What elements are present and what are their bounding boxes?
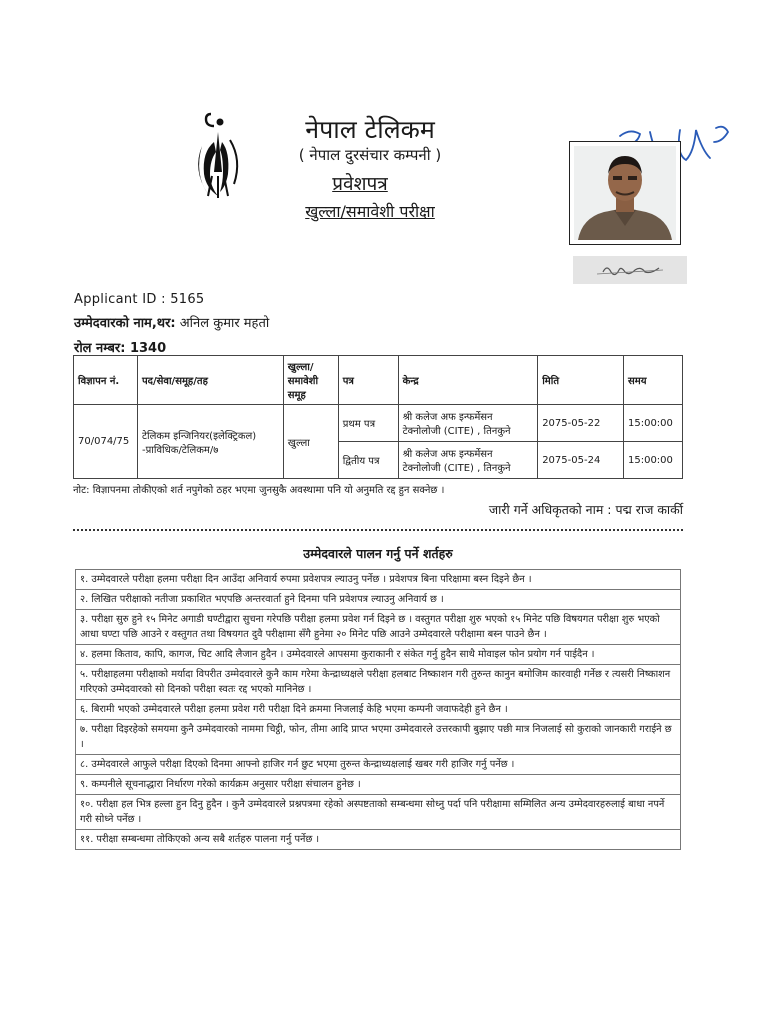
term-item: ८. उम्मेदवारले आफुले परीक्षा दिएको दिनमा आफ्नो हाजिर गर्न छुट भएमा तुरुन्त केन्द्राध्यक्षलाई खबर गरी हाजिर गर्नु पर्नेछ । [76, 755, 681, 775]
name-label: उम्मेदवारको नाम,थर: [74, 316, 176, 331]
paper-cell: द्वितीय पत्र [338, 442, 398, 479]
exam-table [73, 355, 683, 479]
position-cell: टेलिकम इन्जिनियर(इलेक्ट्रिकल) -प्राविधिक/टेलिकम/७ [137, 405, 283, 479]
advert-no-cell: 70/074/75 [74, 405, 138, 479]
center-cell: श्री कलेज अफ इन्फर्मेसन टेक्नोलोजी (CITE) , तिनकुने [398, 442, 538, 479]
group-cell: खुल्ला [283, 405, 338, 479]
time-cell: 15:00:00 [623, 405, 682, 442]
roll-label: रोल नम्बर: [74, 341, 126, 356]
note-text: नोट: विज्ञापनमा तोकीएको शर्त नपुगेको ठहर भएमा जुनसुकै अवस्थामा पनि यो अनुमति रद्द हुन सक्नेछ । [73, 485, 445, 496]
term-item: ६. बिरामी भएको उम्मेदवारले परीक्षा हलमा प्रवेश गरी परीक्षा दिने क्रममा निजलाई केहि भएमा कम्पनी जवाफदेही हुने छैन । [76, 700, 681, 720]
date-cell: 2075-05-24 [538, 442, 624, 479]
term-item: ७. परीक्षा दिइरहेको समयमा कुनै उम्मेदवारको नाममा चिट्ठी, फोन, तीमा आदि प्राप्त भएमा उम्मेदवारले उत्तरकापी बुझाए पछी मात्र निजलाई सो कुराको जानकारी गराईने छ । [76, 720, 681, 755]
signature-box [573, 256, 687, 284]
header-time: समय [623, 356, 682, 405]
term-item: १०. परीक्षा हल भित्र हल्ला हुन दिनु हुदैन । कुनै उम्मेदवारले प्रश्नपत्रमा रहेको अस्पष्टताको सम्बन्धमा सोध्नु पर्दा पनि परीक्षामा सम्मिलित अन्य उम्मेदवारहरुलाई बाधा नपर्ने गरी सोध्ने पर्नेछ । [76, 795, 681, 830]
terms-table [75, 569, 681, 850]
header-center: केन्द्र [398, 356, 538, 405]
applicant-id: Applicant ID : 5165 [74, 292, 205, 307]
term-item: ४. हलमा किताव, कापि, कागज, चिट आदि लैजान हुदैन । उम्मेदवारले आपसमा कुराकानी र संकेत गर्नु हुदैन साथै मोवाइल फोन प्रयोग गर्न पाईदैन । [76, 645, 681, 665]
nepal-telecom-logo [192, 112, 244, 204]
exam-table-header [74, 356, 683, 405]
dotted-divider [73, 529, 683, 531]
name-value: अनिल कुमार महतो [179, 316, 270, 331]
term-item: १. उम्मेदवारले परीक्षा हलमा परीक्षा दिन आउँदा अनिवार्य रुपमा प्रवेशपत्र ल्याउनु पर्नेछ । प्रवेशपत्र बिना परिक्षामा बस्न दिइने छैन । [76, 570, 681, 590]
org-subtitle: ( नेपाल दुरसंचार कम्पनी ) [298, 146, 442, 164]
term-item: २. लिखित परीक्षाको नतीजा प्रकाशित भएपछि अन्तरवार्ता हुने दिनमा पनि प्रवेशपत्र ल्याउनु अनिवार्य छ । [76, 590, 681, 610]
term-item: ३. परीक्षा सुरु हुने १५ मिनेट अगाडी घण्टीद्वारा सुचना गरेपछि परीक्षा हलमा प्रवेश गर्न दिइने छ । वस्तुगत परीक्षा शुरु भएको १५ मिनेट पछि विषयगत परीक्षा शुरु भएको आधा घण्टा पछि आउने र वस्तुगत तथा विषयगत दुवै परीक्षामा सँगै हुनेमा २० मिनेट पछि आउने उम्मेदवारले परीक्षामा बस्न पाउने छैन । [76, 610, 681, 645]
org-title: नेपाल टेलिकम [305, 115, 435, 144]
center-cell: श्री कलेज अफ इन्फर्मेसन टेक्नोलोजी (CITE) , तिनकुने [398, 405, 538, 442]
header-advert-no: विज्ञापन नं. [74, 356, 138, 405]
header-group: खुल्ला/ समावेशी समूह [283, 356, 338, 405]
doc-title: प्रवेशपत्र [332, 173, 388, 195]
candidate-photo [569, 141, 681, 245]
header-position: पद/सेवा/समूह/तह [137, 356, 283, 405]
issuer-name: जारी गर्ने अधिकृतको नाम : पद्म राज कार्की [488, 502, 683, 517]
terms-title: उम्मेदवारले पालन गर्नु पर्ने शर्तहरु [303, 546, 453, 561]
term-item: ९. कम्पनीले सूचनाद्धारा निर्धारण गरेको कार्यक्रम अनुसार परीक्षा संचालन हुनेछ । [76, 775, 681, 795]
paper-cell: प्रथम पत्र [338, 405, 398, 442]
exam-type: खुल्ला/समावेशी परीक्षा [305, 202, 435, 221]
term-item: ५. परीक्षाहलमा परीक्षाको मर्यादा विपरीत उम्मेदवारले कुनै काम गरेमा केन्द्राध्यक्षले परीक्षा हलबाट निष्काशन गरी तुरुन्त कानुन बमोजिम कारवाही गर्नेछ र त्यसरी निष्काशन गरिएको उम्मेदवारको सो दिनको परीक्षा स्वतः रद्द भएको मानिनेछ । [76, 665, 681, 700]
candidate-name [74, 313, 269, 331]
term-item: ११. परीक्षा सम्बन्धमा तोकिएको अन्य सबै शर्तहरु पालना गर्नु पर्नेछ । [76, 830, 681, 850]
header-date: मिति [538, 356, 624, 405]
roll-number [74, 338, 166, 356]
time-cell: 15:00:00 [623, 442, 682, 479]
table-row [74, 405, 683, 442]
roll-value: 1340 [129, 341, 167, 356]
date-cell: 2075-05-22 [538, 405, 624, 442]
header-paper: पत्र [338, 356, 398, 405]
